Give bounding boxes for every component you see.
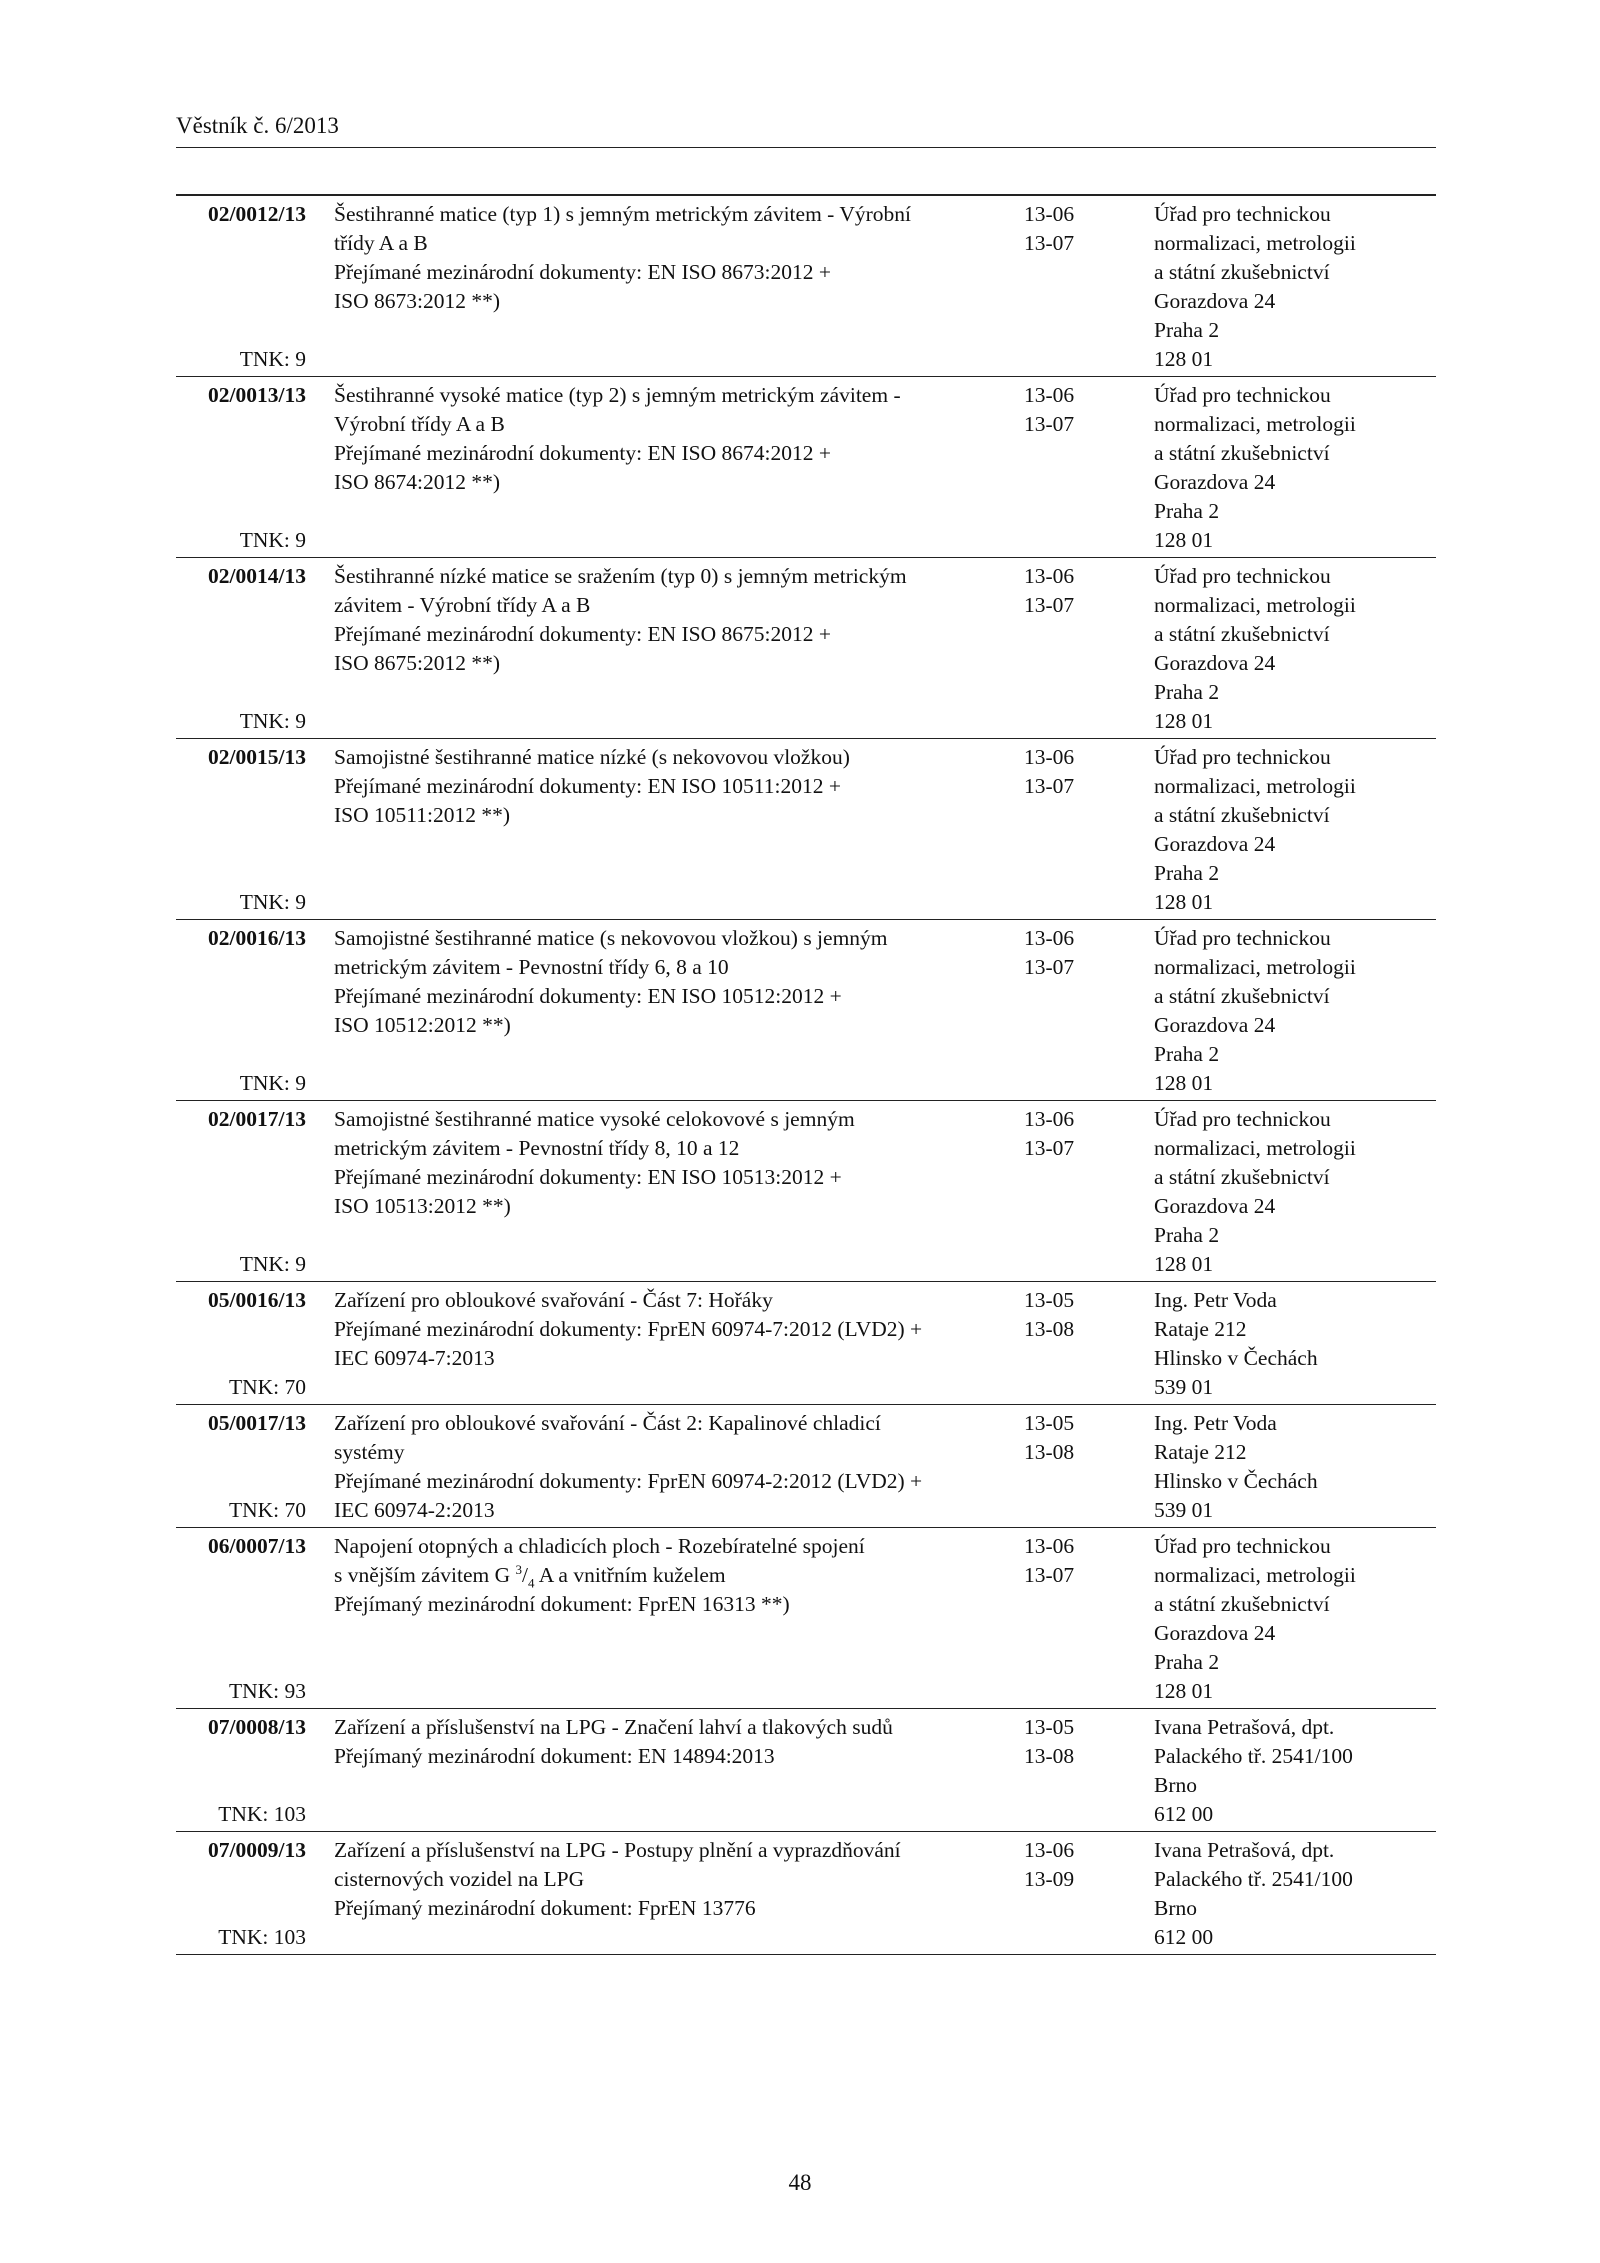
date-value: 13-05	[1024, 1715, 1075, 1739]
address-cell	[1154, 1532, 1434, 1706]
date-value: 13-07	[1024, 1136, 1075, 1160]
date-value: 13-06	[1024, 1107, 1075, 1131]
table-row	[176, 1832, 1436, 1955]
title-cell	[334, 743, 1024, 917]
title-line: závitem - Výrobní třídy A a B	[334, 593, 591, 617]
code-cell	[176, 1532, 306, 1706]
address-line: Úřad pro technickou	[1154, 202, 1331, 226]
title-line: Zařízení a příslušenství na LPG - Postupy plnění a vyprazdňování	[334, 1838, 901, 1862]
title-line: ISO 10511:2012 **)	[334, 803, 510, 827]
title-line: Přejímaný mezinárodní dokument: FprEN 16313 **)	[334, 1592, 790, 1616]
dates-cell	[1024, 743, 1154, 917]
address-line: Palackého tř. 2541/100	[1154, 1744, 1353, 1768]
date-value: 13-06	[1024, 745, 1075, 769]
address-cell	[1154, 924, 1434, 1098]
date-value: 13-06	[1024, 1838, 1075, 1862]
title-line: IEC 60974-7:2013	[334, 1346, 495, 1370]
address-line: Úřad pro technickou	[1154, 1534, 1331, 1558]
address-line: a státní zkušebnictví	[1154, 803, 1330, 827]
address-cell	[1154, 743, 1434, 917]
address-line: normalizaci, metrologii	[1154, 1563, 1356, 1587]
address-line: 128 01	[1154, 1679, 1214, 1703]
address-line: Gorazdova 24	[1154, 832, 1276, 856]
date-value: 13-07	[1024, 593, 1075, 617]
title-line: Šestihranné nízké matice se sražením (typ 0) s jemným metrickým	[334, 564, 907, 588]
title-line: Přejímané mezinárodní dokumenty: EN ISO 8673:2012 +	[334, 260, 831, 284]
tnk-number: TNK: 9	[239, 709, 306, 733]
address-line: Rataje 212	[1154, 1440, 1247, 1464]
date-value: 13-06	[1024, 202, 1075, 226]
table-row	[176, 1405, 1436, 1528]
address-line: Praha 2	[1154, 680, 1220, 704]
title-line: Přejímané mezinárodní dokumenty: FprEN 60974-7:2012 (LVD2) +	[334, 1317, 923, 1341]
table-row	[176, 558, 1436, 739]
address-line: normalizaci, metrologii	[1154, 412, 1356, 436]
address-cell	[1154, 1713, 1434, 1829]
title-line-fraction	[334, 1561, 1024, 1590]
address-line: Praha 2	[1154, 861, 1220, 885]
title-line: systémy	[334, 1440, 405, 1464]
address-line: normalizaci, metrologii	[1154, 1136, 1356, 1160]
address-line: Praha 2	[1154, 1042, 1220, 1066]
code-cell	[176, 1105, 306, 1279]
address-line: 612 00	[1154, 1802, 1214, 1826]
address-line: Úřad pro technickou	[1154, 745, 1331, 769]
address-line: a státní zkušebnictví	[1154, 1165, 1330, 1189]
date-value: 13-06	[1024, 564, 1075, 588]
address-line: Palackého tř. 2541/100	[1154, 1867, 1353, 1891]
title-cell	[334, 924, 1024, 1098]
title-line: třídy A a B	[334, 231, 428, 255]
fraction-prefix: s vnějším závitem G	[334, 1563, 516, 1587]
title-line: Přejímaný mezinárodní dokument: FprEN 13776	[334, 1896, 756, 1920]
fraction-suffix: A a vnitřním kuželem	[534, 1563, 726, 1587]
title-cell	[334, 562, 1024, 736]
address-line: Praha 2	[1154, 499, 1220, 523]
tnk-number: TNK: 70	[228, 1498, 306, 1522]
fraction-slash: /	[522, 1563, 529, 1587]
tnk-number: TNK: 9	[239, 890, 306, 914]
title-cell	[334, 1532, 1024, 1706]
title-line: Přejímané mezinárodní dokumenty: EN ISO 8674:2012 +	[334, 441, 831, 465]
address-line: normalizaci, metrologii	[1154, 231, 1356, 255]
date-value: 13-08	[1024, 1744, 1075, 1768]
address-line: Ivana Petrašová, dpt.	[1154, 1838, 1335, 1862]
address-line: Hlinsko v Čechách	[1154, 1346, 1318, 1370]
header-divider	[176, 147, 1436, 148]
title-line: Samojistné šestihranné matice (s nekovovou vložkou) s jemným	[334, 926, 888, 950]
tnk-number: TNK: 103	[218, 1925, 306, 1949]
date-value: 13-08	[1024, 1440, 1075, 1464]
standard-code: 07/0008/13	[208, 1715, 306, 1739]
code-cell	[176, 1713, 306, 1829]
table-row	[176, 1101, 1436, 1282]
title-cell	[334, 1409, 1024, 1525]
title-cell	[334, 1836, 1024, 1952]
address-cell	[1154, 200, 1434, 374]
address-line: Gorazdova 24	[1154, 289, 1276, 313]
address-line: 128 01	[1154, 1252, 1214, 1276]
table-row	[176, 1528, 1436, 1709]
table-row	[176, 1709, 1436, 1832]
table-row	[176, 1282, 1436, 1405]
address-line: normalizaci, metrologii	[1154, 774, 1356, 798]
title-line: Zařízení a příslušenství na LPG - Značení lahví a tlakových sudů	[334, 1715, 893, 1739]
code-cell	[176, 924, 306, 1098]
tnk-number: TNK: 9	[239, 1071, 306, 1095]
address-cell	[1154, 562, 1434, 736]
address-cell	[1154, 381, 1434, 555]
title-line: ISO 8674:2012 **)	[334, 470, 501, 494]
address-line: Praha 2	[1154, 318, 1220, 342]
date-value: 13-06	[1024, 1534, 1075, 1558]
address-line: normalizaci, metrologii	[1154, 593, 1356, 617]
address-line: a státní zkušebnictví	[1154, 984, 1330, 1008]
dates-cell	[1024, 1286, 1154, 1402]
address-line: Praha 2	[1154, 1223, 1220, 1247]
address-line: Ing. Petr Voda	[1154, 1288, 1277, 1312]
title-line: cisternových vozidel na LPG	[334, 1867, 585, 1891]
title-cell	[334, 1286, 1024, 1402]
code-cell	[176, 1286, 306, 1402]
code-cell	[176, 200, 306, 374]
standard-code: 02/0014/13	[208, 564, 306, 588]
code-cell	[176, 1836, 306, 1952]
address-line: Ing. Petr Voda	[1154, 1411, 1277, 1435]
title-line: Samojistné šestihranné matice vysoké celokovové s jemným	[334, 1107, 855, 1131]
dates-cell	[1024, 1105, 1154, 1279]
standard-code: 02/0015/13	[208, 745, 306, 769]
title-cell	[334, 1105, 1024, 1279]
address-line: 539 01	[1154, 1375, 1214, 1399]
standard-code: 02/0016/13	[208, 926, 306, 950]
address-cell	[1154, 1286, 1434, 1402]
tnk-number: TNK: 9	[239, 347, 306, 371]
address-line: Gorazdova 24	[1154, 1194, 1276, 1218]
dates-cell	[1024, 200, 1154, 374]
address-line: Brno	[1154, 1896, 1197, 1920]
dates-cell	[1024, 1836, 1154, 1952]
title-line: metrickým závitem - Pevnostní třídy 8, 10 a 12	[334, 1136, 740, 1160]
address-line: 128 01	[1154, 1071, 1214, 1095]
address-line: Gorazdova 24	[1154, 1621, 1276, 1645]
title-cell	[334, 381, 1024, 555]
address-line: a státní zkušebnictví	[1154, 622, 1330, 646]
title-line: Přejímaný mezinárodní dokument: EN 14894:2013	[334, 1744, 775, 1768]
title-line: ISO 8675:2012 **)	[334, 651, 501, 675]
title-cell	[334, 200, 1024, 374]
address-line: a státní zkušebnictví	[1154, 1592, 1330, 1616]
standard-code: 02/0013/13	[208, 383, 306, 407]
table-row	[176, 377, 1436, 558]
address-line: a státní zkušebnictví	[1154, 441, 1330, 465]
address-line: 128 01	[1154, 709, 1214, 733]
date-value: 13-05	[1024, 1411, 1075, 1435]
date-value: 13-06	[1024, 926, 1075, 950]
standard-code: 02/0017/13	[208, 1107, 306, 1131]
title-line: Zařízení pro obloukové svařování - Část 2: Kapalinové chladicí	[334, 1411, 881, 1435]
date-value: 13-07	[1024, 231, 1075, 255]
title-line: Přejímané mezinárodní dokumenty: FprEN 60974-2:2012 (LVD2) +	[334, 1469, 923, 1493]
code-cell	[176, 743, 306, 917]
standards-table	[176, 194, 1436, 1955]
address-cell	[1154, 1836, 1434, 1952]
title-line: IEC 60974-2:2013	[334, 1498, 495, 1522]
address-line: Praha 2	[1154, 1650, 1220, 1674]
title-line: Napojení otopných a chladicích ploch - Rozebíratelné spojení	[334, 1534, 865, 1558]
title-line: Výrobní třídy A a B	[334, 412, 505, 436]
tnk-number: TNK: 93	[228, 1679, 306, 1703]
address-line: Brno	[1154, 1773, 1197, 1797]
fraction-denominator: 4	[528, 1575, 535, 1591]
title-line: Přejímané mezinárodní dokumenty: EN ISO 10512:2012 +	[334, 984, 842, 1008]
address-line: Úřad pro technickou	[1154, 383, 1331, 407]
dates-cell	[1024, 381, 1154, 555]
tnk-number: TNK: 9	[239, 1252, 306, 1276]
address-cell	[1154, 1105, 1434, 1279]
address-line: Úřad pro technickou	[1154, 564, 1331, 588]
address-line: Ivana Petrašová, dpt.	[1154, 1715, 1335, 1739]
dates-cell	[1024, 1713, 1154, 1829]
title-line: Zařízení pro obloukové svařování - Část 7: Hořáky	[334, 1288, 773, 1312]
dates-cell	[1024, 562, 1154, 736]
date-value: 13-07	[1024, 1563, 1075, 1587]
fraction-numerator: 3	[515, 1561, 523, 1577]
table-row	[176, 920, 1436, 1101]
date-value: 13-07	[1024, 774, 1075, 798]
address-line: Gorazdova 24	[1154, 470, 1276, 494]
standard-code: 05/0017/13	[208, 1411, 306, 1435]
address-line: Gorazdova 24	[1154, 651, 1276, 675]
date-value: 13-09	[1024, 1867, 1075, 1891]
standard-code: 06/0007/13	[208, 1534, 306, 1558]
date-value: 13-06	[1024, 383, 1075, 407]
title-line: Přejímané mezinárodní dokumenty: EN ISO 8675:2012 +	[334, 622, 831, 646]
address-line: 128 01	[1154, 528, 1214, 552]
tnk-number: TNK: 103	[218, 1802, 306, 1826]
code-cell	[176, 1409, 306, 1525]
title-line: Přejímané mezinárodní dokumenty: EN ISO 10513:2012 +	[334, 1165, 842, 1189]
table-row	[176, 739, 1436, 920]
title-line: Samojistné šestihranné matice nízké (s nekovovou vložkou)	[334, 745, 850, 769]
standard-code: 05/0016/13	[208, 1288, 306, 1312]
table-row	[176, 196, 1436, 377]
dates-cell	[1024, 1409, 1154, 1525]
dates-cell	[1024, 1532, 1154, 1706]
title-line: metrickým závitem - Pevnostní třídy 6, 8 a 10	[334, 955, 729, 979]
address-line: Hlinsko v Čechách	[1154, 1469, 1318, 1493]
date-value: 13-08	[1024, 1317, 1075, 1341]
date-value: 13-07	[1024, 412, 1075, 436]
title-cell	[334, 1713, 1024, 1829]
address-line: Úřad pro technickou	[1154, 926, 1331, 950]
title-line: ISO 8673:2012 **)	[334, 289, 501, 313]
code-cell	[176, 562, 306, 736]
address-line: normalizaci, metrologii	[1154, 955, 1356, 979]
title-line: ISO 10513:2012 **)	[334, 1194, 511, 1218]
address-line: 612 00	[1154, 1925, 1214, 1949]
address-line: Rataje 212	[1154, 1317, 1247, 1341]
standard-code: 07/0009/13	[208, 1838, 306, 1862]
title-line: Šestihranné matice (typ 1) s jemným metrickým závitem - Výrobní	[334, 202, 911, 226]
date-value: 13-05	[1024, 1288, 1075, 1312]
address-line: 128 01	[1154, 347, 1214, 371]
address-line: Úřad pro technickou	[1154, 1107, 1331, 1131]
address-line: 539 01	[1154, 1498, 1214, 1522]
address-line: 128 01	[1154, 890, 1214, 914]
page-number: 48	[788, 2170, 812, 2195]
title-line: Přejímané mezinárodní dokumenty: EN ISO 10511:2012 +	[334, 774, 841, 798]
tnk-number: TNK: 70	[228, 1375, 306, 1399]
dates-cell	[1024, 924, 1154, 1098]
title-line: ISO 10512:2012 **)	[334, 1013, 511, 1037]
address-cell	[1154, 1409, 1434, 1525]
page-header-title: Věstník č. 6/2013	[176, 113, 339, 138]
address-line: Gorazdova 24	[1154, 1013, 1276, 1037]
title-line: Šestihranné vysoké matice (typ 2) s jemným metrickým závitem -	[334, 383, 901, 407]
code-cell	[176, 381, 306, 555]
tnk-number: TNK: 9	[239, 528, 306, 552]
standard-code: 02/0012/13	[208, 202, 306, 226]
date-value: 13-07	[1024, 955, 1075, 979]
address-line: a státní zkušebnictví	[1154, 260, 1330, 284]
